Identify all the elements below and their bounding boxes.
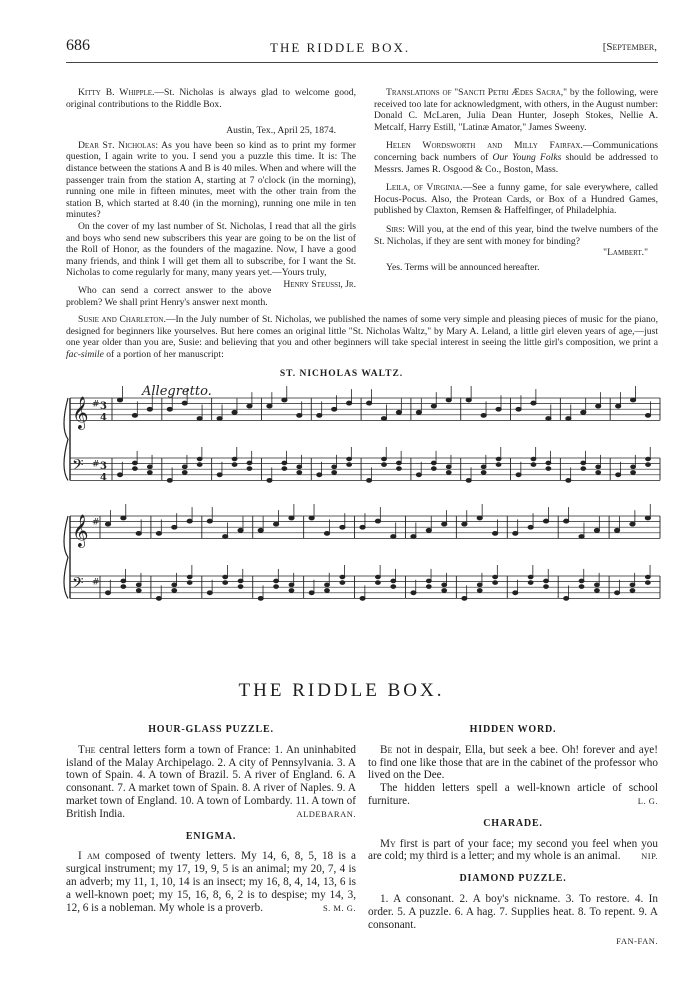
chord-note [282, 467, 287, 471]
chord-note [579, 585, 584, 589]
melody-note [117, 398, 122, 402]
melody-note [528, 525, 533, 529]
melody-note [411, 535, 416, 539]
chord-note [631, 471, 636, 475]
chord-note [493, 581, 498, 585]
bass-note [207, 591, 212, 595]
hourglass-title: HOUR-GLASS PUZZLE. [148, 724, 274, 735]
chord-note [325, 583, 330, 587]
chord-note [481, 465, 486, 469]
charade-title: CHARADE. [483, 817, 543, 829]
bass-note [615, 591, 620, 595]
melody-note [579, 535, 584, 539]
chord-note [289, 589, 294, 593]
chord-note [187, 575, 192, 579]
time-signature-bottom: 4 [100, 472, 107, 484]
letter-henry-p1: Dear St. Nicholas: As you have been so kind as to print my former question, I again write to you. I send you a puzzle this time. It is: The distance between the stations A and B is 40 miles. When and where will the passenger train from the station A, starting at 7 o'clock (in the morning), running one mile in fifteen minutes, meet with the other train from the station B, which started at 8.40 (in the morning), running one mile in ten minutes? [66, 139, 356, 221]
chord-note [232, 463, 237, 467]
bass-note [513, 591, 518, 595]
puzzles-left-column [66, 724, 356, 914]
bass-clef-icon: 𝄢 [72, 574, 84, 596]
hidden-word-text2: The hidden letters spell a well-known article of school furniture. L. G. [368, 782, 658, 807]
melody-note [289, 516, 294, 520]
bass-note [317, 473, 322, 477]
chord-note [147, 465, 152, 469]
melody-note [197, 417, 202, 421]
bass-note [616, 473, 621, 477]
bass-note [258, 597, 263, 601]
melody-note [531, 401, 536, 405]
section-title: THE RIDDLE BOX. [238, 680, 445, 701]
chord-note [382, 463, 387, 467]
chord-note [289, 583, 294, 587]
key-signature-sharp-icon: # [92, 399, 100, 410]
melody-note [516, 407, 521, 411]
charade-text: My first is part of your face; my second you feel when you are cold; my third is a letter; and my whole is an animal. NIP. [368, 837, 658, 863]
chord-note [274, 579, 279, 583]
melody-note [274, 522, 279, 526]
chord-note [630, 583, 635, 587]
chord-note [182, 465, 187, 469]
chord-note [595, 589, 600, 593]
chord-note [133, 461, 138, 465]
melody-note [187, 519, 192, 523]
time-signature-top: 3 [100, 461, 107, 473]
chord-note [197, 463, 202, 467]
melody-note [340, 525, 345, 529]
chord-note [274, 585, 279, 589]
treble-clef-icon: 𝄞 [72, 514, 89, 548]
melody-note [546, 417, 551, 421]
melody-note [136, 532, 141, 536]
chord-note [446, 465, 451, 469]
melody-note [381, 417, 386, 421]
letter-susie: Susie and Charleton.—In the July number of St. Nicholas, we published the names of some very simple and pleasing pieces of music for the piano, designed for beginners like yourselves. But here comes an original little "St. Nicholas Waltz," by Mary A. Leland, a little girl eleven years of age,—just one year older than you are, Susie: and believing that you and other beginners will take special interest in seeing the little girl's composition, we print a fac-simile of a portion of her manuscript: [66, 314, 658, 360]
letters-left-column [66, 87, 356, 308]
chord-note [477, 589, 482, 593]
melody-note [566, 417, 571, 421]
bass-note [411, 591, 416, 595]
melody-note [426, 528, 431, 532]
melody-note [121, 516, 126, 520]
melody-note [132, 414, 137, 418]
melody-note [581, 410, 586, 414]
melody-note [232, 410, 237, 414]
letter-sirs-signature: "Lambert." [603, 247, 648, 259]
melody-note [172, 525, 177, 529]
letter-leila: Leila, of Virginia.—See a funny game, for sale everywhere, called Hocus-Pocus. Also, the Protean Cards, or Box of a Hundred Games, published by Claxton, Remsen & Haffelfinger, of Philadelphia. [374, 182, 658, 217]
melody-note [366, 401, 371, 405]
bass-note [118, 473, 123, 477]
letter-dateline: Austin, Tex., April 25, 1874. [226, 125, 336, 137]
treble-clef-icon: 𝄞 [72, 396, 89, 430]
melody-note [431, 404, 436, 408]
chord-note [232, 457, 237, 461]
chord-note [596, 471, 601, 475]
melody-note [396, 410, 401, 414]
chord-note [493, 575, 498, 579]
system-brace [64, 398, 68, 480]
melody-note [477, 516, 482, 520]
melody-note [594, 528, 599, 532]
bass-note [360, 597, 365, 601]
melody-note [309, 516, 314, 520]
chord-note [496, 463, 501, 467]
chord-note [397, 467, 402, 471]
melody-note [631, 398, 636, 402]
time-signature-bottom: 4 [100, 412, 107, 424]
key-signature-sharp-icon: # [92, 577, 100, 588]
melody-note [543, 519, 548, 523]
page-number: 686 [66, 37, 90, 54]
chord-note [282, 461, 287, 465]
chord-note [442, 589, 447, 593]
melody-note [217, 417, 222, 421]
chord-note [442, 583, 447, 587]
chord-note [544, 579, 549, 583]
melody-note [446, 398, 451, 402]
melody-note [614, 528, 619, 532]
chord-note [631, 465, 636, 469]
melody-note [564, 519, 569, 523]
chord-note [121, 585, 126, 589]
chord-note [481, 471, 486, 475]
chord-note [531, 457, 536, 461]
melody-note [391, 535, 396, 539]
chord-note [172, 589, 177, 593]
chord-note [297, 465, 302, 469]
bass-note [367, 479, 372, 483]
chord-note [182, 471, 187, 475]
system-brace [64, 516, 68, 598]
chord-note [332, 471, 337, 475]
chord-note [596, 465, 601, 469]
chord-note [431, 467, 436, 471]
letter-henry-p2: On the cover of my last number of St. Nicholas, I read that all the girls and boys who send new subscribers this year are going to be on the list of the Roll of Honor, as the founders of the magazine. Now, I have a good many friends, and think I will get them all to subscribe, for I want the St. Nicholas to come regularly for many, many years yet.—Yours truly, Henry Steussi, Jr. [66, 220, 356, 290]
hidden-word-title: HIDDEN WORD. [469, 724, 557, 735]
chord-note [630, 589, 635, 593]
bass-note [466, 479, 471, 483]
chord-note [426, 585, 431, 589]
melody-note [156, 532, 161, 536]
chord-note [340, 575, 345, 579]
letters-right-column [374, 87, 658, 273]
chord-note [347, 463, 352, 467]
chord-note [579, 579, 584, 583]
music-tempo: Allegretto. [142, 384, 212, 399]
header-rule [66, 62, 658, 63]
chord-note [147, 471, 152, 475]
melody-note [247, 404, 252, 408]
chord-note [546, 461, 551, 465]
melody-note [645, 516, 650, 520]
time-signature-top: 3 [100, 401, 107, 413]
melody-note [442, 522, 447, 526]
letter-followup: Who can send a correct answer to the above problem? We shall print Henry's answer next month. [66, 284, 272, 308]
chord-note [376, 581, 381, 585]
running-title: THE RIDDLE BOX. [270, 40, 411, 55]
hidden-word-text: Be not in despair, Ella, but seek a bee. Oh! forever and aye! to find one like those that are in the cabinet of the professor who lived on the Dee. [368, 743, 658, 782]
melody-note [513, 532, 518, 536]
bass-note [167, 479, 172, 483]
chord-note [121, 579, 126, 583]
chord-note [391, 579, 396, 583]
chord-note [340, 581, 345, 585]
chord-note [426, 579, 431, 583]
melody-note [466, 398, 471, 402]
melody-note [347, 401, 352, 405]
chord-note [136, 589, 141, 593]
melody-note [258, 528, 263, 532]
bass-note [309, 591, 314, 595]
key-signature-sharp-icon: # [92, 517, 100, 528]
enigma-title: ENIGMA. [185, 830, 237, 842]
diamond-title: DIAMOND PUZZLE. [459, 873, 567, 885]
chord-note [646, 457, 651, 461]
chord-note [546, 467, 551, 471]
melody-note [267, 404, 272, 408]
chord-note [172, 583, 177, 587]
chord-note [581, 467, 586, 471]
chord-note [238, 585, 243, 589]
melody-note [238, 528, 243, 532]
chord-note [531, 463, 536, 467]
chord-note [332, 465, 337, 469]
melody-note [496, 407, 501, 411]
chord-note [595, 583, 600, 587]
bass-note [564, 597, 569, 601]
chord-note [223, 581, 228, 585]
chord-note [544, 585, 549, 589]
melody-note [317, 414, 322, 418]
chord-note [645, 575, 650, 579]
melody-note [282, 398, 287, 402]
enigma-text: I am composed of twenty letters. My 14, 6, 8, 5, 18 is a surgical instrument; my 17, 19, 9, 5 is an animal; my 20, 7, 4 is an adverb; my 11, 1, 10, 14 is an insect; my 16, 8, 4, 14, 13, 6 is a well-known poet; my 15, 16, 8, 6, 2 is to despise; my 14, 3, 12, 6 is a nobleman. My whole is a proverb. S. M. G. [66, 850, 356, 914]
chord-note [645, 581, 650, 585]
melody-note [223, 535, 228, 539]
melody-note [360, 525, 365, 529]
chord-note [136, 583, 141, 587]
bass-note [156, 597, 161, 601]
diamond-text: 1. A consonant. 2. A boy's nickname. 3. To restore. 4. In order. 5. A puzzle. 6. A hag. 7. Supplies heat. 8. To repent. 9. A consonant. [368, 892, 658, 931]
chord-note [325, 589, 330, 593]
bass-note [516, 473, 521, 477]
melody-note [596, 404, 601, 408]
chord-note [376, 575, 381, 579]
letter-kitty: Kitty B. Whipple.—St. Nicholas is always glad to welcome good, original contributions to the Riddle Box. [66, 87, 356, 110]
letter-helen: Helen Wordsworth and Milly Fairfax.—Communications concerning back numbers of Our Young Folks should be addressed to Messrs. James R. Osgood & Co., Boston, Mass. [374, 140, 658, 175]
chord-note [528, 575, 533, 579]
melody-note [297, 414, 302, 418]
puzzles-right-column [368, 724, 658, 948]
chord-note [397, 461, 402, 465]
bass-note [267, 479, 272, 483]
melody-note [630, 522, 635, 526]
chord-note [297, 471, 302, 475]
chord-note [646, 463, 651, 467]
diamond-signature: FAN-FAN. [616, 936, 658, 947]
hourglass-text: The central letters form a town of France: 1. An uninhabited island of the Malay Archipelago. 2. A city of Pennsylvania. 3. A town of Spain. 4. A town of Brazil. 5. A river of England. 6. A consonant. 7. A market town of Spain. 8. A river of Naples. 9. A market town of England. 10. A town of Lombardy. 11. A town of British India. ALDEBARAN. [66, 743, 356, 820]
music-title: ST. NICHOLAS WALTZ. [279, 369, 404, 379]
chord-note [247, 467, 252, 471]
melody-note [481, 414, 486, 418]
chord-note [347, 457, 352, 461]
bass-note [106, 591, 111, 595]
melody-note [167, 407, 172, 411]
chord-note [133, 467, 138, 471]
chord-note [528, 581, 533, 585]
running-month: [September, [602, 41, 657, 53]
chord-note [187, 581, 192, 585]
bass-note [462, 597, 467, 601]
music-score [0, 378, 683, 618]
chord-note [197, 457, 202, 461]
letter-reply: Yes. Terms will be announced hereafter. [386, 261, 540, 273]
melody-note [416, 410, 421, 414]
bass-clef-icon: 𝄢 [72, 456, 84, 478]
letter-sirs: Sirs: Will you, at the end of this year, bind the twelve numbers of the St. Nicholas, if they are sent with money for binding? [374, 223, 658, 247]
chord-note [496, 457, 501, 461]
bass-note [566, 479, 571, 483]
melody-note [616, 404, 621, 408]
melody-note [324, 532, 329, 536]
melody-note [147, 407, 152, 411]
chord-note [581, 461, 586, 465]
melody-note [182, 401, 187, 405]
chord-note [431, 461, 436, 465]
melody-note [375, 519, 380, 523]
melody-note [105, 522, 110, 526]
chord-note [247, 461, 252, 465]
melody-note [332, 407, 337, 411]
chord-note [382, 457, 387, 461]
melody-note [207, 519, 212, 523]
chord-note [477, 583, 482, 587]
melody-note [645, 414, 650, 418]
chord-note [446, 471, 451, 475]
chord-note [238, 579, 243, 583]
chord-note [391, 585, 396, 589]
key-signature-sharp-icon: # [92, 459, 100, 470]
melody-note [462, 522, 467, 526]
chord-note [223, 575, 228, 579]
melody-note [493, 532, 498, 536]
bass-note [416, 473, 421, 477]
bass-note [217, 473, 222, 477]
letter-translations: Translations of "Sancti Petri Ædes Sacra," by the following, were received too late for acknowledgment, with others, in the August number: Donald C. McLaren, Julia Dean Hunter, Joseph Stokes, Nellie A. Metcalf, Harry Estill, "Latinæ Amator," James Sweeny. [374, 87, 658, 133]
